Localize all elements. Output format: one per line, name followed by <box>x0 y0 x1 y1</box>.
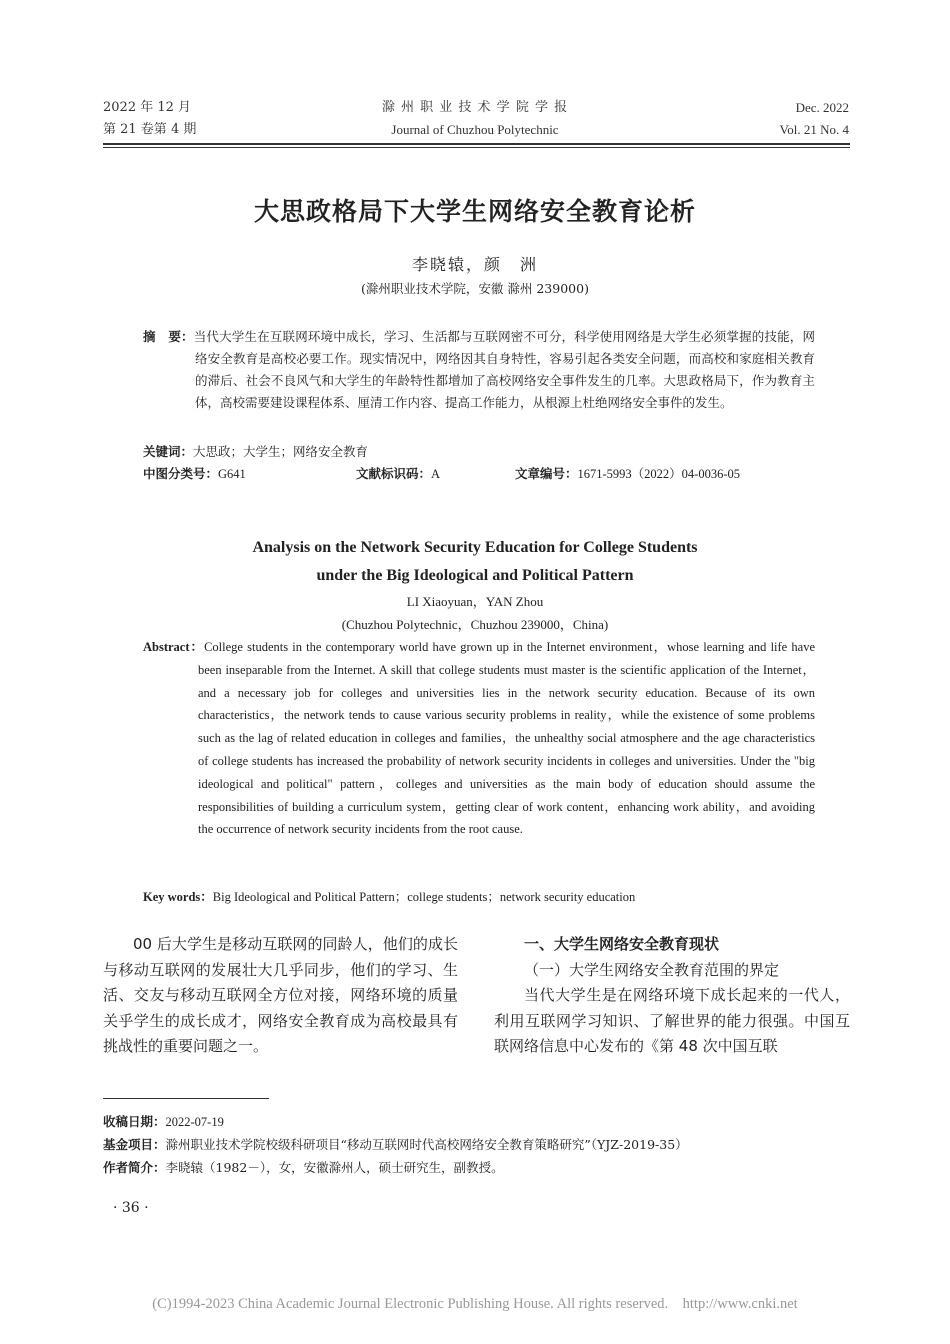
affiliation-en: (Chuzhou Polytechnic，Chuzhou 239000，China) <box>341 617 609 632</box>
subsection-heading: （一）大学生网络安全教育范围的界定 <box>524 960 780 979</box>
body-right-paragraph: 当代大学生是在网络环境下成长起来的一代人，利用互联网学习知识、了解世界的能力很强。中国互联网络信息中心发布的《第 48 次中国互联 <box>494 986 850 1055</box>
header-date-en: Dec. 2022 <box>795 100 849 115</box>
abstract-en-text: College students in the contemporary world have grown up in the Internet environment，whose learning and life have been inseparable from the Internet. A skill that college students must master is the scientific application of the Internet，and a necessary job for colleges and universities lies in the network security education. Because of its own characteristics，the network tends to cause various security problems in reality，while the existence of some problems such as the lag of related education in colleges and families，the unhealthy social atmosphere and the age characteristics of college students has increased the probability of network security incidents in colleges and universities. Under the "big ideological and political" pattern，colleges and universities as the main body of education should assume the responsibilities of building a curriculum system，getting clear of work content，enhancing work ability，and avoiding the occurrence of network security incidents from the root cause. <box>198 640 815 837</box>
footnote-fund <box>103 1134 850 1156</box>
header-rule <box>103 143 850 145</box>
paper-title-en <box>0 534 950 590</box>
abstract-en <box>143 636 815 841</box>
abstract-cn-text: 当代大学生在互联网环境中成长，学习、生活都与互联网密不可分，科学使用网络是大学生必须掌握的技能，网络安全教育是高校必要工作。现实情况中，网络因其自身特性，容易引起各类安全问题，而高校和家庭相关教育的滞后、社会不良风气和大学生的年龄特性都增加了高校网络安全事件发生的几率。大思政格局下，作为教育主体，高校需要建设课程体系、厘清工作内容、提高工作能力，从根源上杜绝网络安全事件的发生。 <box>193 329 815 410</box>
keywords-cn-text: 大思政；大学生；网络安全教育 <box>193 444 369 459</box>
fund-label: 基金项目： <box>103 1137 166 1152</box>
affiliation-cn: (滁州职业技术学院，安徽 滁州 239000) <box>361 281 589 296</box>
author-bio-text: 李晓辕（1982－），女，安徽滁州人，硕士研究生，副教授。 <box>165 1160 504 1175</box>
clc-label: 中图分类号： <box>143 466 219 481</box>
doc-code-value: A <box>431 467 441 481</box>
received-label: 收稿日期： <box>103 1114 166 1129</box>
header-date-cn: 2022 年 12 月 <box>103 100 192 115</box>
keywords-cn-label: 关键词： <box>143 444 194 459</box>
article-number-label: 文章编号： <box>515 466 578 481</box>
clc-value: G641 <box>218 467 246 481</box>
abstract-cn-label: 摘 要： <box>143 329 194 344</box>
footnote-author <box>103 1157 850 1179</box>
doc-code-label: 文献标识码： <box>356 466 432 481</box>
footnote-rule <box>103 1098 269 1099</box>
paper-title-en-line2: under the Big Ideological and Political Pattern <box>316 567 634 584</box>
footnote-received <box>103 1111 850 1133</box>
header-volume-en: Vol. 21 No. 4 <box>779 122 849 137</box>
header-rule-thin <box>103 147 850 148</box>
header-issue <box>780 97 849 141</box>
page-number: · 36 · <box>113 1200 149 1216</box>
header-journal-en: Journal of Chuzhou Polytechnic <box>391 122 559 137</box>
abstract-en-label: Abstract： <box>143 640 205 654</box>
section-heading: 一、大学生网络安全教育现状 <box>524 935 720 953</box>
header-journal-cn: 滁 州 职 业 技 术 学 院 学 报 <box>381 100 569 115</box>
article-number-value: 1671-5993（2022）04-0036-05 <box>577 467 741 481</box>
body-right-column <box>494 932 850 1060</box>
copyright-footer: (C)1994-2023 China Academic Journal Electronic Publishing House. All rights reserved. http://www.cnki.net <box>152 1296 798 1312</box>
paper-title-en-line1: Analysis on the Network Security Education for College Students <box>252 539 698 556</box>
fund-text: 滁州职业技术学院校级科研项目“移动互联网时代高校网络安全教育策略研究”（YJZ-2019-35） <box>165 1137 688 1152</box>
body-left-column: 00 后大学生是移动互联网的同龄人，他们的成长与移动互联网的发展壮大几乎同步，他们的学习、生活、交友与移动互联网全方位对接，网络环境的质量关乎学生的成长成才，网络安全教育成为高校最具有挑战性的重要问题之一。 <box>103 935 458 1055</box>
authors-cn: 李晓辕，颜 洲 <box>411 255 538 274</box>
keywords-en <box>143 886 815 909</box>
author-bio-label: 作者简介： <box>103 1160 166 1175</box>
authors-en: LI Xiaoyuan，YAN Zhou <box>406 594 544 609</box>
paper-title-cn: 大思政格局下大学生网络安全教育论析 <box>253 197 696 226</box>
abstract-cn <box>143 326 815 414</box>
header-volume-cn: 第 21 卷第 4 期 <box>103 122 197 137</box>
keywords-cn <box>143 441 815 463</box>
received-date: 2022-07-19 <box>165 1115 224 1129</box>
keywords-en-label: Key words： <box>143 890 213 904</box>
keywords-en-text: Big Ideological and Political Pattern；college students；network security education <box>212 890 636 904</box>
